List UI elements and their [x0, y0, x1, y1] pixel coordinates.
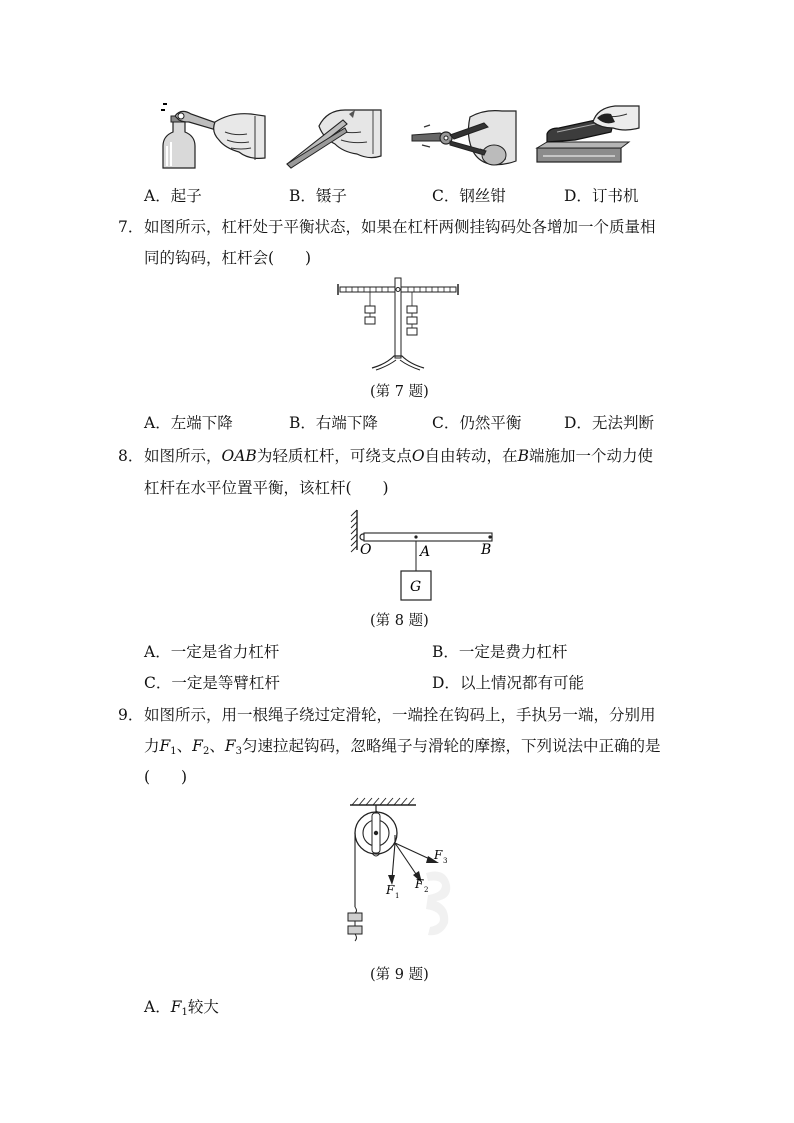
q8-stem-oab: OAB [221, 447, 257, 465]
q8-option-d-letter: D． [432, 674, 460, 692]
q7-option-d-letter: D． [564, 414, 592, 432]
q6-option-a-letter: A． [144, 187, 171, 205]
q9-option-a-letter: A． [144, 998, 171, 1016]
q6-option-c-text: 钢丝钳 [459, 187, 506, 205]
q8-option-a [144, 642, 279, 662]
q7-option-a-text: 左端下降 [170, 414, 233, 432]
q7-option-c-text: 仍然平衡 [459, 414, 522, 432]
q8-stem-seg2: 为轻质杠杆，可绕支点 [256, 447, 412, 465]
q9-option-a-f: F [170, 998, 182, 1016]
q7-option-a [144, 413, 233, 433]
stapler-image [535, 104, 641, 168]
q7-caption: (第 7 题) [370, 384, 429, 400]
q9-stem-sep2: 、 [209, 737, 225, 755]
q7-option-d-text: 无法判断 [591, 414, 654, 432]
label-a: A [420, 544, 431, 560]
q8-stem-line1 [144, 446, 653, 466]
q8-stem-line2: 杠杆在水平位置平衡，该杠杆( ) [144, 479, 389, 497]
q9-option-a [144, 997, 219, 1023]
tweezers-image [283, 104, 383, 170]
q8-stem-seg1: 如图所示， [144, 447, 222, 465]
q9-stem-sub3: 3 [235, 746, 242, 757]
q7-option-a-letter: A． [144, 414, 171, 432]
q9-option-a-text: 较大 [187, 998, 219, 1016]
label-f1-sub: 1 [395, 892, 400, 900]
q8-option-a-text: 一定是省力杠杆 [170, 643, 280, 661]
q9-stem-seg2: 匀速拉起钩码，忽略绳子与滑轮的摩擦，下列说法中正确的是 [241, 737, 661, 755]
q9-caption: (第 9 题) [370, 967, 429, 983]
q6-option-b [289, 186, 347, 206]
q6-option-a [144, 186, 202, 206]
q8-option-c-letter: C． [144, 674, 172, 692]
q8-number: 8． [118, 447, 144, 465]
q9-stem-line1: 如图所示，用一根绳子绕过定滑轮，一端拴在钩码上，手执另一端，分别用 [144, 706, 656, 724]
q9-stem-f1: F [159, 737, 171, 755]
label-o: O [360, 542, 372, 558]
q9-option-a-sub: 1 [181, 1007, 188, 1018]
q8-option-c-text: 一定是等臂杠杆 [171, 674, 280, 692]
label-f2-sub: 2 [424, 886, 429, 894]
q9-stem-line2 [144, 736, 660, 762]
q8-option-d [432, 673, 584, 693]
q8-option-c [144, 673, 280, 693]
q9-stem-seg1: 力 [144, 737, 160, 755]
q8-stem-b: B [517, 447, 529, 465]
q6-option-d-text: 订书机 [591, 187, 639, 205]
q7-stem-line1: 如图所示，杠杆处于平衡状态，如果在杠杆两侧挂钩码处各增加一个质量相 [144, 218, 656, 236]
lever-balance-figure [336, 276, 460, 372]
wire-pliers-image [410, 105, 518, 171]
q9-stem-line3: ( ) [144, 768, 188, 786]
q7-stem-line2: 同的钩码，杠杆会( ) [144, 249, 312, 267]
label-f3-sub: 3 [443, 857, 448, 865]
q7-option-b-text: 右端下降 [315, 414, 378, 432]
label-f1: F [386, 883, 395, 897]
q6-option-b-text: 镊子 [315, 187, 347, 205]
q8-stem-o: O [411, 447, 425, 465]
q6-option-d [564, 186, 638, 206]
label-g: G [410, 579, 422, 595]
q8-option-d-text: 以上情况都有可能 [459, 674, 584, 692]
q7-number: 7． [118, 218, 144, 236]
q8-option-b-text: 一定是费力杠杆 [458, 643, 568, 661]
bottle-opener-image [155, 102, 267, 170]
q8-caption: (第 8 题) [370, 613, 429, 629]
q7-option-c [432, 413, 521, 433]
q8-option-a-letter: A． [144, 643, 171, 661]
q7-option-b [289, 413, 378, 433]
q6-option-d-letter: D． [564, 187, 592, 205]
label-f3: F [434, 848, 443, 862]
q8-stem-seg4: 端施加一个动力使 [528, 447, 653, 465]
q6-option-b-letter: B． [289, 187, 316, 205]
pulley-figure [342, 795, 458, 953]
q7-option-b-letter: B． [289, 414, 316, 432]
q9-stem-f2: F [192, 737, 203, 755]
q6-option-c-letter: C． [432, 187, 460, 205]
q8-option-b [432, 642, 567, 662]
q8-stem-seg3: 自由转动，在 [424, 447, 518, 465]
lever-oab-figure [350, 506, 500, 602]
label-b: B [481, 542, 492, 558]
q6-option-a-text: 起子 [170, 187, 202, 205]
q8-option-b-letter: B． [432, 643, 459, 661]
q9-number: 9． [118, 706, 144, 724]
q7-option-d [564, 413, 654, 433]
q9-stem-sub1: 1 [170, 746, 177, 757]
q9-stem-f3: F [224, 737, 236, 755]
q6-option-c [432, 186, 506, 206]
label-f2: F [415, 877, 424, 891]
q9-stem-sep1: 、 [176, 737, 193, 755]
q7-option-c-letter: C． [432, 414, 460, 432]
q9-stem-sub2: 2 [202, 746, 210, 757]
